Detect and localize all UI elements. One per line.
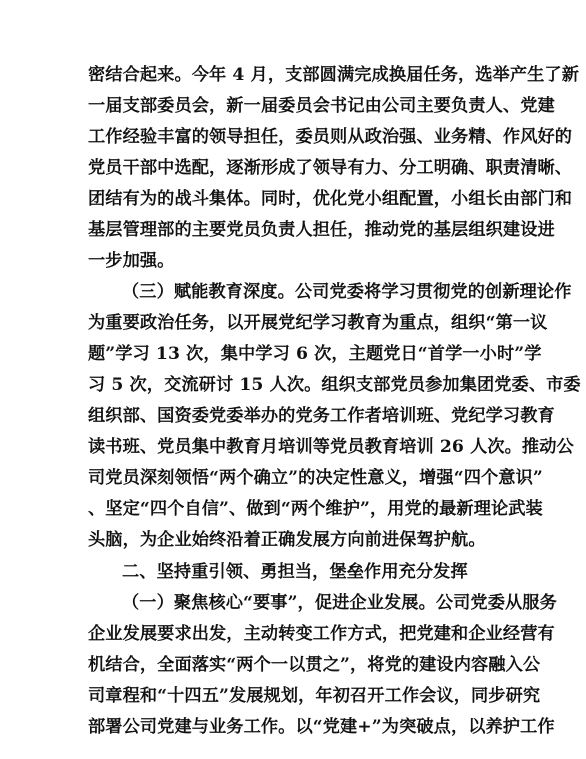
text-line: 党员干部中选配，逐渐形成了领导有力、分工明确、职责清晰、 — [88, 158, 573, 178]
text-line: 一步加强。 — [88, 251, 175, 271]
text-line: 读书班、党员集中教育月培训等党员教育培训 26 人次。推动公 — [88, 437, 574, 457]
text-line: 、坚定“四个自信”、做到“两个维护”，用党的最新理论武装 — [88, 499, 543, 519]
text-line: 部署公司党建与业务工作。以“党建+”为突破点，以养护工作 — [88, 717, 555, 737]
text-line: 企业发展要求出发，主动转变工作方式，把党建和企业经营有 — [88, 624, 555, 644]
text-line: 司章程和“十四五”发展规划，年初召开工作会议，同步研究 — [88, 686, 541, 706]
text-line: 司党员深刻领悟“两个确立”的决定性意义，增强“四个意识” — [88, 468, 543, 488]
text-line: 工作经验丰富的领导担任，委员则从政治强、业务精、作风好的 — [88, 127, 573, 147]
section-heading-3: （三）赋能教育深度。公司党委将学习贯彻党的创新理论作 — [122, 282, 572, 302]
text-line: 机结合，全面落实“两个一以贯之”，将党的建设内容融入公 — [88, 655, 541, 675]
section-heading-2: 二、坚持重引领、勇担当，堡垒作用充分发挥 — [122, 562, 468, 582]
text-line: 头脑，为企业始终沿着正确发展方向前进保驾护航。 — [88, 530, 486, 550]
text-line: 团结有为的战斗集体。同时，优化党小组配置，小组长由部门和 — [88, 189, 573, 209]
text-line: 题”学习 13 次，集中学习 6 次，主题党日“首学一小时”学 — [88, 344, 542, 364]
text-line: 习 5 次，交流研讨 15 人次。组织支部党员参加集团党委、市委 — [88, 375, 581, 395]
text-line: 密结合起来。今年 4 月，支部圆满完成换届任务，选举产生了新 — [88, 65, 579, 85]
section-heading-1: （一）聚焦核心“要事”，促进企业发展。公司党委从服务 — [122, 593, 557, 613]
text-line: 组织部、国资委党委举办的党务工作者培训班、党纪学习教育 — [88, 406, 555, 426]
text-line: 为重要政治任务，以开展党纪学习教育为重点，组织“第一议 — [88, 313, 548, 333]
text-line: 一届支部委员会，新一届委员会书记由公司主要负责人、党建 — [88, 96, 555, 116]
text-line: 基层管理部的主要党员负责人担任，推动党的基层组织建设进 — [88, 220, 555, 240]
